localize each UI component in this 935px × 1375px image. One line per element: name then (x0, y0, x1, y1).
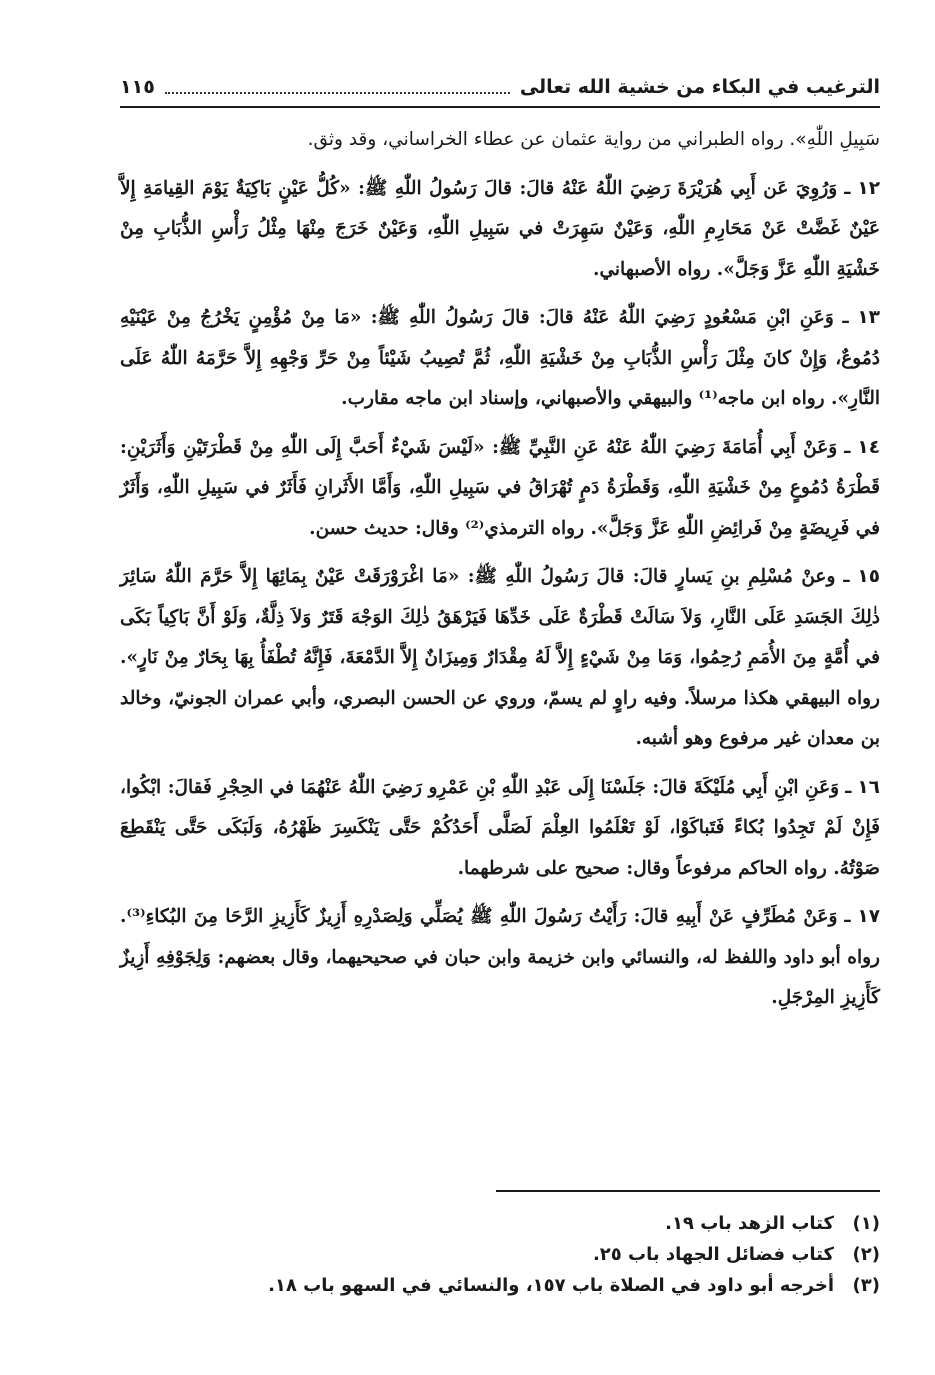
page-number: ١١٥ (120, 76, 155, 98)
footnote-number: (١) (852, 1213, 880, 1234)
hadith-text: وَعَنْ أَبِي أُمَامَةَ رَضِيَ اللّٰهُ عَنْهُ عَنِ النَّبِيِّ ﷺ: «لَيْسَ شَيْءٌ أَحَبَّ إِلَى اللّٰهِ مِنْ قَطْرَتَيْنِ وَأَثَرَيْنِ: قَطْرَةُ دُمُوعٍ مِنْ خَشْيَةِ اللّٰهِ، وَقَطْرَةُ دَمٍ تُهْرَاقُ في سَبِيلِ اللّٰهِ، وَأَمَّا الأَثَرانِ فَأَثَرٌ في سَبِيلِ اللّٰهِ، وَأَثَرٌ في فَرِيضَةٍ مِنْ فَرائِضِ اللّٰهِ عَزَّ وَجَلَّ». رواه الترمذي⁽²⁾ وقال: حديث حسن. (120, 436, 880, 539)
body-text (120, 120, 880, 1019)
hadith-text: وَعَنِ ابْنِ أَبِي مُلَيْكَةَ قالَ: جَلَسْنَا إِلَى عَبْدِ اللّٰهِ بْنِ عَمْرِو رَضِيَ اللّٰهُ عَنْهُمَا في الحِجْرِ فَقالَ: ابْكُوا، فَإِنْ لَمْ تَجِدُوا بُكاءً فَتَباكَوْا، لَوْ تَعْلَمُوا العِلْمَ لَصَلَّى أَحَدُكُمْ حَتَّى يَنْكَسِرَ ظَهْرُهُ، وَلَبَكَى حَتَّى يَنْقَطِعَ صَوْتُهُ. رواه الحاكم مرفوعاً وقال: صحيح على شرطهما. (120, 776, 880, 879)
hadith-text: وَرُوِيَ عَن أَبِي هُرَيْرَةَ رَضِيَ اللّٰهُ عَنْهُ قالَ: قالَ رَسُولُ اللّٰهِ ﷺ: «كُلُّ عَيْنٍ بَاكِيَةٌ يَوْمَ القِيامَةِ إِلاَّ عَيْنٌ غَضَّتْ عَنْ مَحَارِمِ اللّٰهِ، وَعَيْنٌ سَهِرَتْ في سَبِيلِ اللّٰهِ، وَعَيْنٌ خَرَجَ مِنْهَا مِثْلُ رَأْسِ الذُّبَابِ مِنْ خَشْيَةِ اللّٰهِ عَزَّ وَجَلَّ». رواه الأصبهاني. (120, 177, 880, 280)
hadith-paragraph (120, 897, 880, 1019)
hadith-dash: ـ (845, 776, 852, 798)
footnote-number: (٣) (852, 1275, 880, 1296)
hadith-dash: ـ (842, 307, 849, 328)
header-rule (120, 106, 880, 108)
hadith-paragraph (120, 298, 880, 420)
paragraph-text: سَبِيلِ اللّٰهِ». رواه الطبراني من رواية عثمان عن عطاء الخراساني، وقد وثق. (307, 129, 880, 150)
hadith-text: وَعَنْ مُطَرِّفٍ عَنْ أَبِيهِ قالَ: رَأَيْتُ رَسُولَ اللّٰهِ ﷺ يُصَلِّي وَلِصَدْرِهِ أَزِيزٌ كَأَزِيزِ الرَّحَا مِنَ البُكاءِ⁽³⁾. رواه أبو داود واللفظ له، والنسائي وابن خزيمة وابن حبان في صحيحيهما، وقال بعضهم: وَلِجَوْفِهِ أَزِيزٌ كَأَزِيزِ المِرْجَلِ. (120, 906, 880, 1008)
footnote-text: كتاب الزهد باب ١٩. (665, 1213, 834, 1234)
running-header (120, 70, 880, 104)
footnote-item (120, 1208, 880, 1239)
hadith-dash: ـ (844, 906, 851, 927)
hadith-number: ١٢ (857, 177, 880, 199)
hadith-dash: ـ (843, 566, 850, 587)
page (120, 70, 880, 1019)
hadith-text: وعنْ مُسْلِمِ بنِ يَسارٍ قالَ: قالَ رَسُولُ اللّٰهِ ﷺ: «مَا اغْرَوْرَقَتْ عَيْنٌ بِمَائِهَا إِلاَّ حَرَّمَ اللّٰهُ سَائِرَ ذٰلِكَ الجَسَدِ عَلَى النَّارِ، وَلاَ سَالَتْ قَطْرَةٌ عَلَى خَدِّهَا فَيَرْهَقُ ذٰلِكَ الوَجْهَ قَتَرٌ وَلاَ ذِلَّةٌ، وَلَوْ أَنَّ بَاكِياً بَكَى في أُمَّةٍ مِنَ الأُمَمِ رُحِمُوا، وَمَا مِنْ شَيْءٍ إِلاَّ لَهُ مِقْدَارٌ وَمِيزَانٌ إِلاَّ الدَّمْعَةَ، فَإِنَّهُ تُطْفَأُ بِهَا بِحَارٌ مِنْ نَارٍ». رواه البيهقي هكذا مرسلاً. وفيه راوٍ لم يسمّ، وروي عن الحسن البصري، وأبي عمران الجونيّ، وخالد بن معدان غير مرفوع وهو أشبه. (120, 566, 880, 749)
hadith-dash: ـ (844, 436, 851, 458)
hadith-text: وَعَنِ ابْنِ مَسْعُودٍ رَضِيَ اللّٰهُ عَنْهُ قالَ: قالَ رَسُولُ اللّٰهِ ﷺ: «مَا مِنْ مُؤْمِنٍ يَخْرُجُ مِنْ عَيْنَيْهِ دُمُوعٌ، وَإِنْ كانَ مِثْلَ رَأْسِ الذُّبَابِ مِنْ خَشْيَةِ اللّٰهِ، ثُمَّ تُصِيبُ شَيْئاً مِنْ حَرِّ وَجْهِهِ إِلاَّ حَرَّمَهُ اللّٰهُ عَلَى النَّارِ». رواه ابن ماجه⁽¹⁾ والبيهقي والأصبهاني، وإسناد ابن ماجه مقارب. (120, 307, 880, 409)
hadith-number: ١٣ (857, 307, 880, 328)
hadith-paragraph (120, 169, 880, 291)
leader-dots (165, 92, 510, 94)
footnote-item (120, 1270, 880, 1301)
hadith-number: ١٦ (857, 776, 880, 798)
hadith-number: ١٧ (857, 906, 881, 927)
hadith-number: ١٥ (857, 566, 880, 587)
running-title: الترغيب في البكاء من خشية الله تعالى (519, 76, 880, 98)
footnote-separator (496, 1190, 880, 1192)
hadith-number: ١٤ (857, 436, 880, 458)
footnote-text: كتاب فضائل الجهاد باب ٢٥. (592, 1244, 834, 1265)
footnotes (120, 1208, 880, 1301)
footnote-text: أخرجه أبو داود في الصلاة باب ١٥٧، والنسائي في السهو باب ١٨. (268, 1275, 834, 1296)
footnote-number: (٢) (852, 1244, 880, 1265)
hadith-paragraph (120, 768, 880, 890)
hadith-paragraph (120, 428, 880, 550)
hadith-dash: ـ (844, 177, 851, 199)
hadith-paragraph (120, 557, 880, 760)
footnote-item (120, 1239, 880, 1270)
paragraph-continuation (120, 120, 880, 161)
